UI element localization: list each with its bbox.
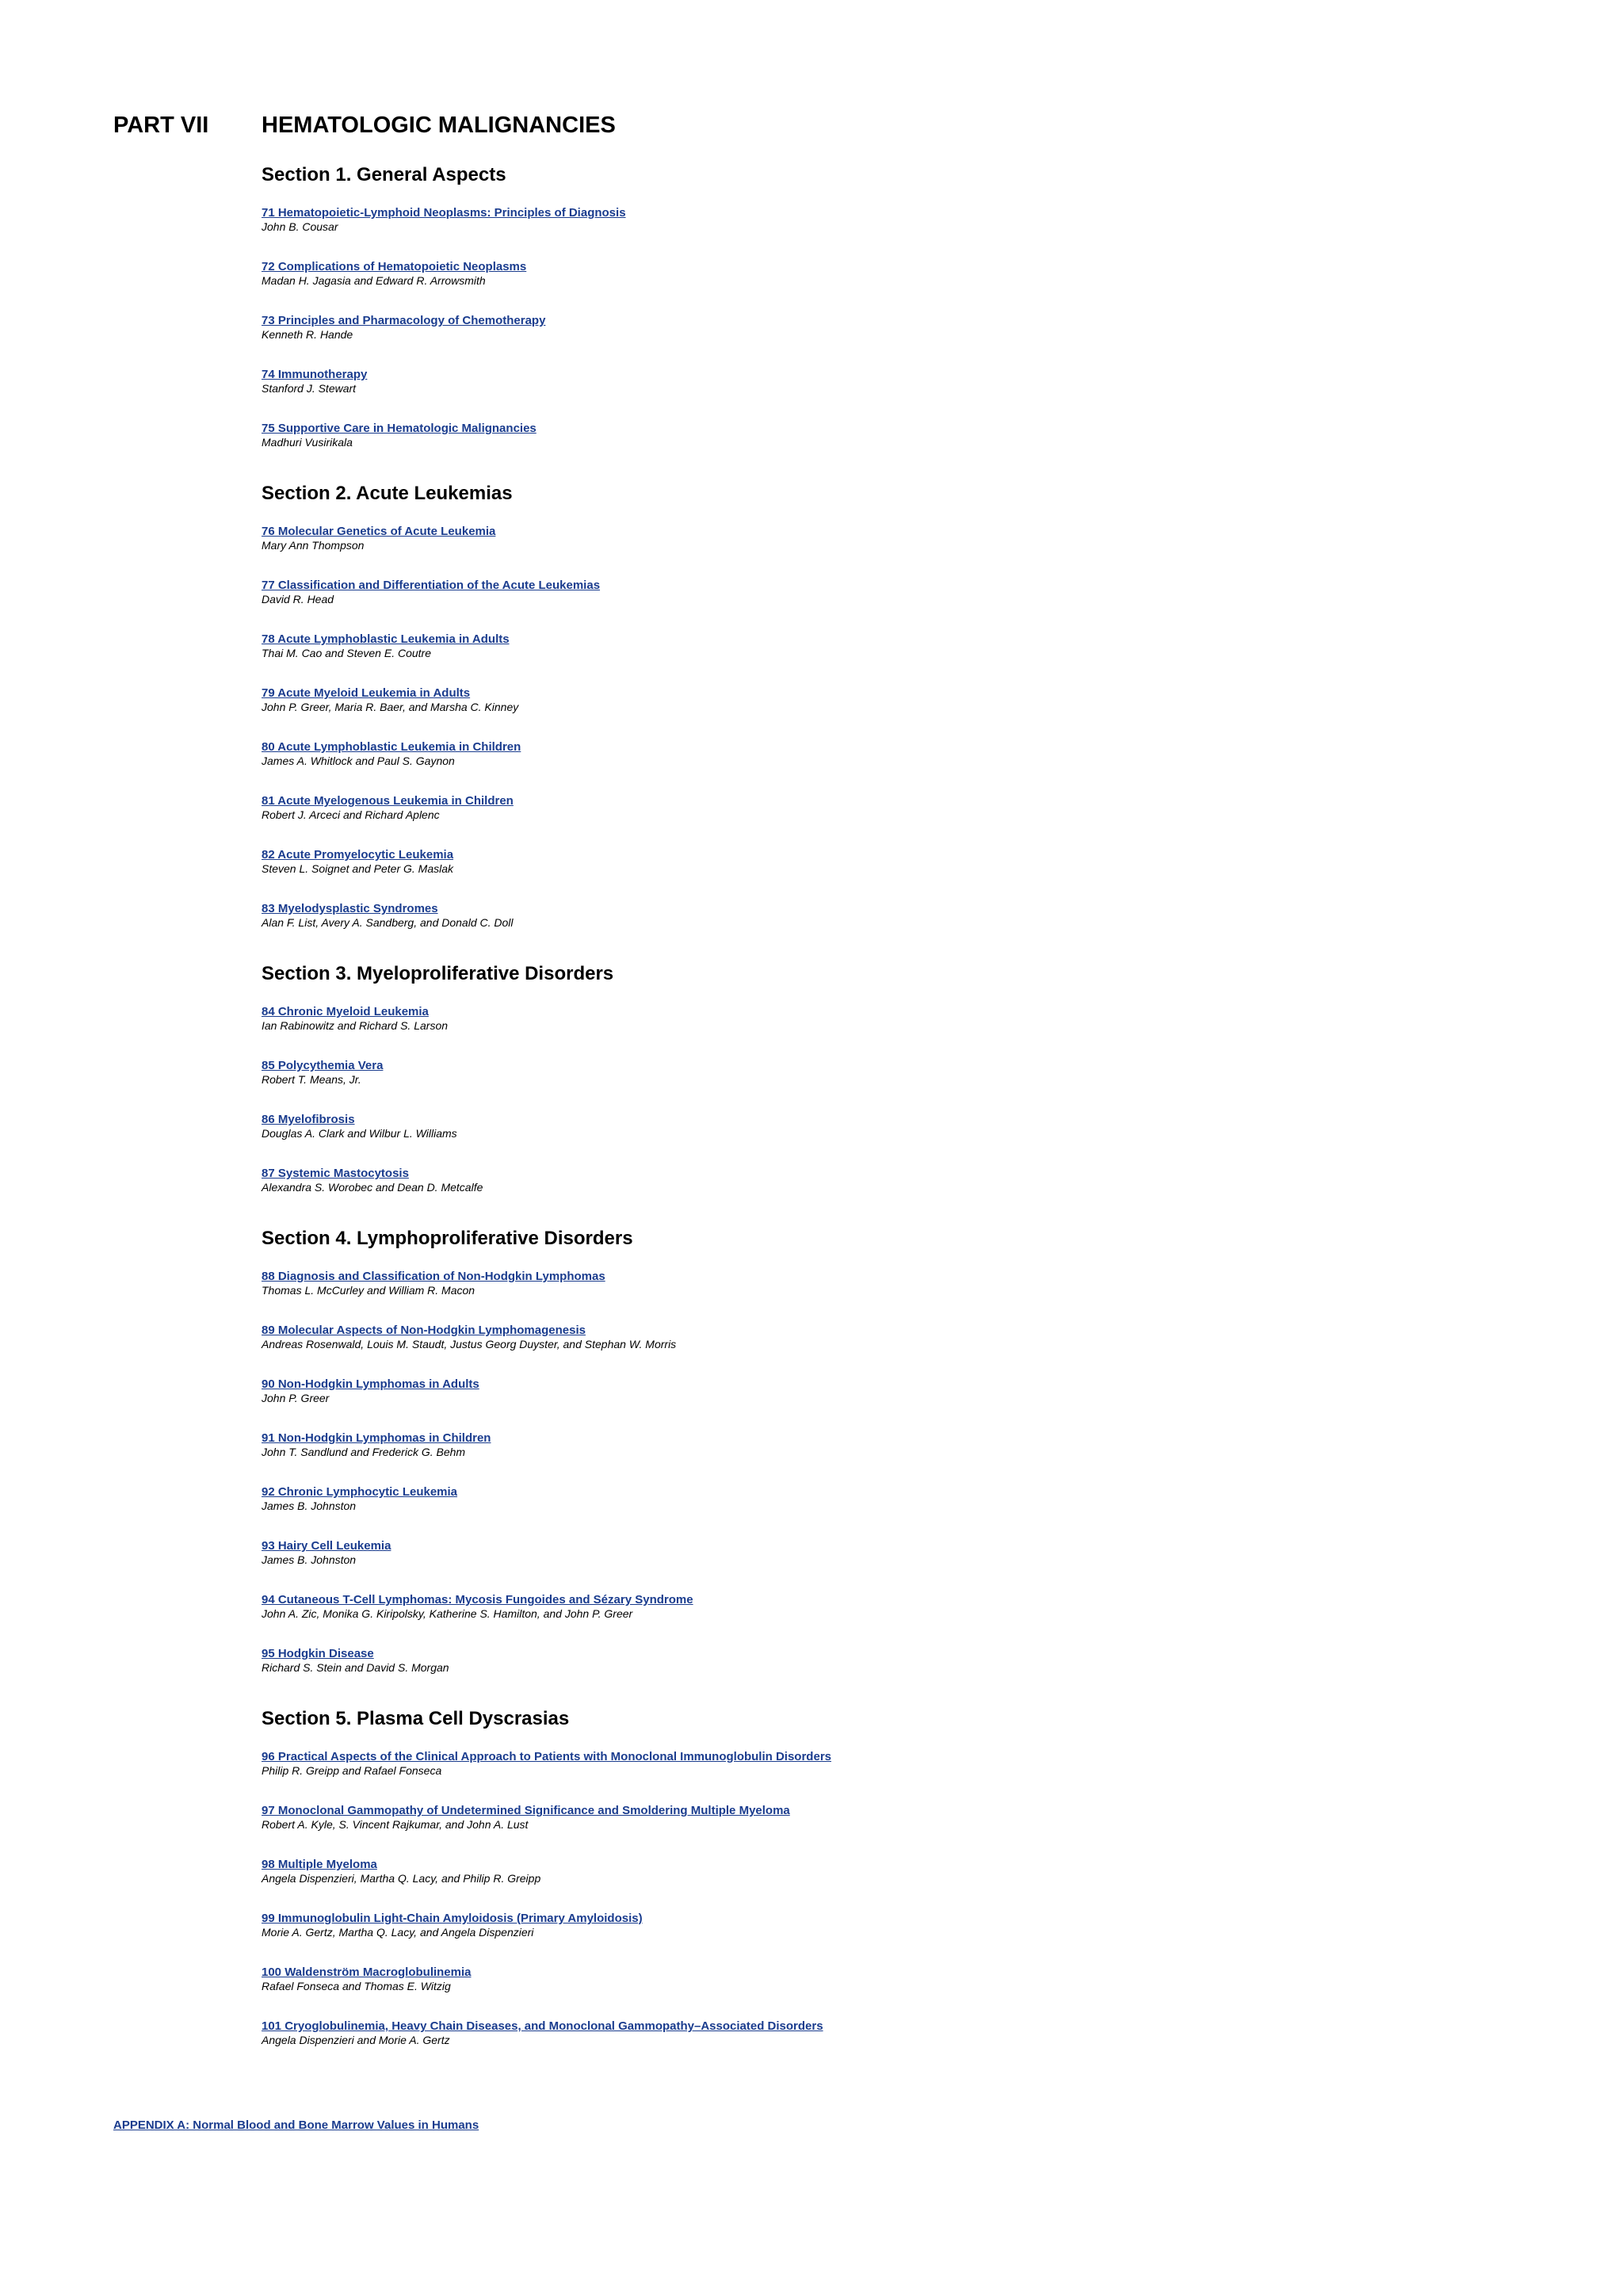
chapter-entry (262, 686, 1371, 740)
chapter-entry (262, 422, 1371, 476)
chapter-entry (262, 206, 1371, 260)
chapter-authors: Thai M. Cao and Steven E. Coutre (262, 647, 431, 659)
chapter-link[interactable]: 84 Chronic Myeloid Leukemia (262, 1005, 429, 1018)
chapter-entry (262, 1167, 1371, 1221)
chapter-entry (262, 902, 1371, 956)
chapter-entry (262, 579, 1371, 632)
chapter-link[interactable]: 99 Immunoglobulin Light-Chain Amyloidosis (Primary Amyloidosis) (262, 1912, 643, 1925)
chapter-authors: Angela Dispenzieri and Morie A. Gertz (262, 2034, 450, 2046)
chapter-authors: David R. Head (262, 593, 334, 606)
chapter-entry (262, 1324, 1371, 1377)
chapter-entry (262, 1647, 1371, 1701)
part-header (0, 113, 1623, 144)
chapter-link[interactable]: 80 Acute Lymphoblastic Leukemia in Children (262, 740, 521, 754)
chapter-authors: James A. Whitlock and Paul S. Gaynon (262, 755, 455, 767)
chapter-entry (262, 1750, 1371, 1804)
part-label: PART VII (113, 113, 209, 138)
chapter-link[interactable]: 74 Immunotherapy (262, 368, 368, 381)
chapter-authors: Morie A. Gertz, Martha Q. Lacy, and Angela Dispenzieri (262, 1926, 534, 1939)
chapter-entry (262, 314, 1371, 368)
chapter-entry (262, 1858, 1371, 1912)
chapter-entry (262, 1377, 1371, 1431)
chapter-authors: Alexandra S. Worobec and Dean D. Metcalfe (262, 1181, 483, 1194)
chapter-link[interactable]: 71 Hematopoietic-Lymphoid Neoplasms: Principles of Diagnosis (262, 206, 626, 220)
chapter-link[interactable]: 95 Hodgkin Disease (262, 1647, 374, 1660)
chapter-authors: James B. Johnston (262, 1553, 357, 1566)
chapter-link[interactable]: 101 Cryoglobulinemia, Heavy Chain Diseases, and Monoclonal Gammopathy–Associated Disorders (262, 2019, 823, 2033)
chapter-authors: Ian Rabinowitz and Richard S. Larson (262, 1019, 449, 1032)
section-title: Section 2. Acute Leukemias (262, 483, 513, 504)
chapter-link[interactable]: 75 Supportive Care in Hematologic Malignancies (262, 422, 537, 435)
chapter-authors: John T. Sandlund and Frederick G. Behm (262, 1446, 466, 1458)
chapter-authors: John P. Greer (262, 1392, 330, 1404)
chapter-link[interactable]: 92 Chronic Lymphocytic Leukemia (262, 1485, 458, 1499)
chapter-authors: Robert A. Kyle, S. Vincent Rajkumar, and John A. Lust (262, 1818, 529, 1831)
chapter-authors: Robert J. Arceci and Richard Aplenc (262, 808, 440, 821)
chapter-authors: Stanford J. Stewart (262, 382, 357, 395)
section-title: Section 4. Lymphoproliferative Disorders (262, 1228, 633, 1249)
chapter-entry (262, 1804, 1371, 1858)
chapter-entry (262, 368, 1371, 422)
part-title: HEMATOLOGIC MALIGNANCIES (262, 113, 616, 138)
chapter-authors: Robert T. Means, Jr. (262, 1073, 361, 1086)
section-title: Section 1. General Aspects (262, 164, 506, 185)
chapter-link[interactable]: 87 Systemic Mastocytosis (262, 1167, 409, 1180)
chapter-authors: Kenneth R. Hande (262, 328, 353, 341)
toc-section (262, 481, 1371, 956)
chapter-link[interactable]: 77 Classification and Differentiation of the Acute Leukemias (262, 579, 601, 592)
chapter-entry (262, 1059, 1371, 1113)
chapter-link[interactable]: 82 Acute Promyelocytic Leukemia (262, 848, 454, 861)
chapter-authors: Andreas Rosenwald, Louis M. Staudt, Justus Georg Duyster, and Stephan W. Morris (262, 1338, 677, 1350)
chapter-authors: Mary Ann Thompson (262, 539, 365, 552)
chapter-link[interactable]: 94 Cutaneous T-Cell Lymphomas: Mycosis Fungoides and Sézary Syndrome (262, 1593, 693, 1606)
chapter-link[interactable]: 78 Acute Lymphoblastic Leukemia in Adults (262, 632, 510, 646)
chapter-entry (262, 260, 1371, 314)
chapter-entry (262, 1113, 1371, 1167)
chapter-entry (262, 794, 1371, 848)
chapter-entry (262, 632, 1371, 686)
chapter-authors: Madhuri Vusirikala (262, 436, 353, 449)
appendix-link[interactable]: APPENDIX A: Normal Blood and Bone Marrow Values in Humans (113, 2118, 479, 2132)
chapter-authors: Alan F. List, Avery A. Sandberg, and Donald C. Doll (262, 916, 514, 929)
chapter-link[interactable]: 88 Diagnosis and Classification of Non-Hodgkin Lymphomas (262, 1270, 605, 1283)
chapter-link[interactable]: 89 Molecular Aspects of Non-Hodgkin Lymphomagenesis (262, 1324, 586, 1337)
chapter-authors: Richard S. Stein and David S. Morgan (262, 1661, 449, 1674)
chapter-entry (262, 740, 1371, 794)
chapter-entry (262, 1270, 1371, 1324)
chapter-link[interactable]: 90 Non-Hodgkin Lymphomas in Adults (262, 1377, 479, 1391)
section-title: Section 5. Plasma Cell Dyscrasias (262, 1708, 570, 1729)
chapter-entry (262, 848, 1371, 902)
chapter-link[interactable]: 93 Hairy Cell Leukemia (262, 1539, 391, 1553)
chapter-link[interactable]: 76 Molecular Genetics of Acute Leukemia (262, 525, 496, 538)
section-title: Section 3. Myeloproliferative Disorders (262, 963, 614, 984)
chapter-link[interactable]: 91 Non-Hodgkin Lymphomas in Children (262, 1431, 491, 1445)
chapter-entry (262, 1966, 1371, 2019)
chapter-authors: Rafael Fonseca and Thomas E. Witzig (262, 1980, 451, 1992)
chapter-entry (262, 1539, 1371, 1593)
chapter-link[interactable]: 72 Complications of Hematopoietic Neoplasms (262, 260, 527, 273)
chapter-authors: Thomas L. McCurley and William R. Macon (262, 1284, 475, 1297)
chapter-link[interactable]: 83 Myelodysplastic Syndromes (262, 902, 438, 915)
chapter-entry (262, 525, 1371, 579)
chapter-link[interactable]: 98 Multiple Myeloma (262, 1858, 377, 1871)
chapter-link[interactable]: 96 Practical Aspects of the Clinical Approach to Patients with Monoclonal Immunoglobulin Disorders (262, 1750, 831, 1763)
chapter-authors: James B. Johnston (262, 1499, 357, 1512)
chapter-entry (262, 1431, 1371, 1485)
toc-section (262, 1706, 1371, 2073)
chapter-authors: Angela Dispenzieri, Martha Q. Lacy, and Philip R. Greipp (262, 1872, 541, 1885)
chapter-authors: John B. Cousar (262, 220, 338, 233)
chapter-entry (262, 1912, 1371, 1966)
chapter-authors: Madan H. Jagasia and Edward R. Arrowsmith (262, 274, 486, 287)
chapter-link[interactable]: 79 Acute Myeloid Leukemia in Adults (262, 686, 471, 700)
chapter-entry (262, 1593, 1371, 1647)
chapter-authors: Douglas A. Clark and Wilbur L. Williams (262, 1127, 457, 1140)
chapter-link[interactable]: 97 Monoclonal Gammopathy of Undetermined Significance and Smoldering Multiple Myeloma (262, 1804, 790, 1817)
chapter-authors: Philip R. Greipp and Rafael Fonseca (262, 1764, 442, 1777)
chapter-link[interactable]: 86 Myelofibrosis (262, 1113, 355, 1126)
chapter-link[interactable]: 85 Polycythemia Vera (262, 1059, 384, 1072)
chapter-entry (262, 1005, 1371, 1059)
chapter-authors: John A. Zic, Monika G. Kiripolsky, Katherine S. Hamilton, and John P. Greer (262, 1607, 633, 1620)
chapter-entry (262, 2019, 1371, 2073)
chapter-link[interactable]: 81 Acute Myelogenous Leukemia in Children (262, 794, 514, 808)
chapter-link[interactable]: 73 Principles and Pharmacology of Chemotherapy (262, 314, 546, 327)
table-of-contents (262, 162, 1371, 2073)
chapter-link[interactable]: 100 Waldenström Macroglobulinemia (262, 1966, 472, 1979)
chapter-authors: Steven L. Soignet and Peter G. Maslak (262, 862, 454, 875)
chapter-entry (262, 1485, 1371, 1539)
toc-section (262, 162, 1371, 476)
toc-section (262, 1226, 1371, 1701)
toc-section (262, 961, 1371, 1221)
chapter-authors: John P. Greer, Maria R. Baer, and Marsha C. Kinney (262, 701, 519, 713)
